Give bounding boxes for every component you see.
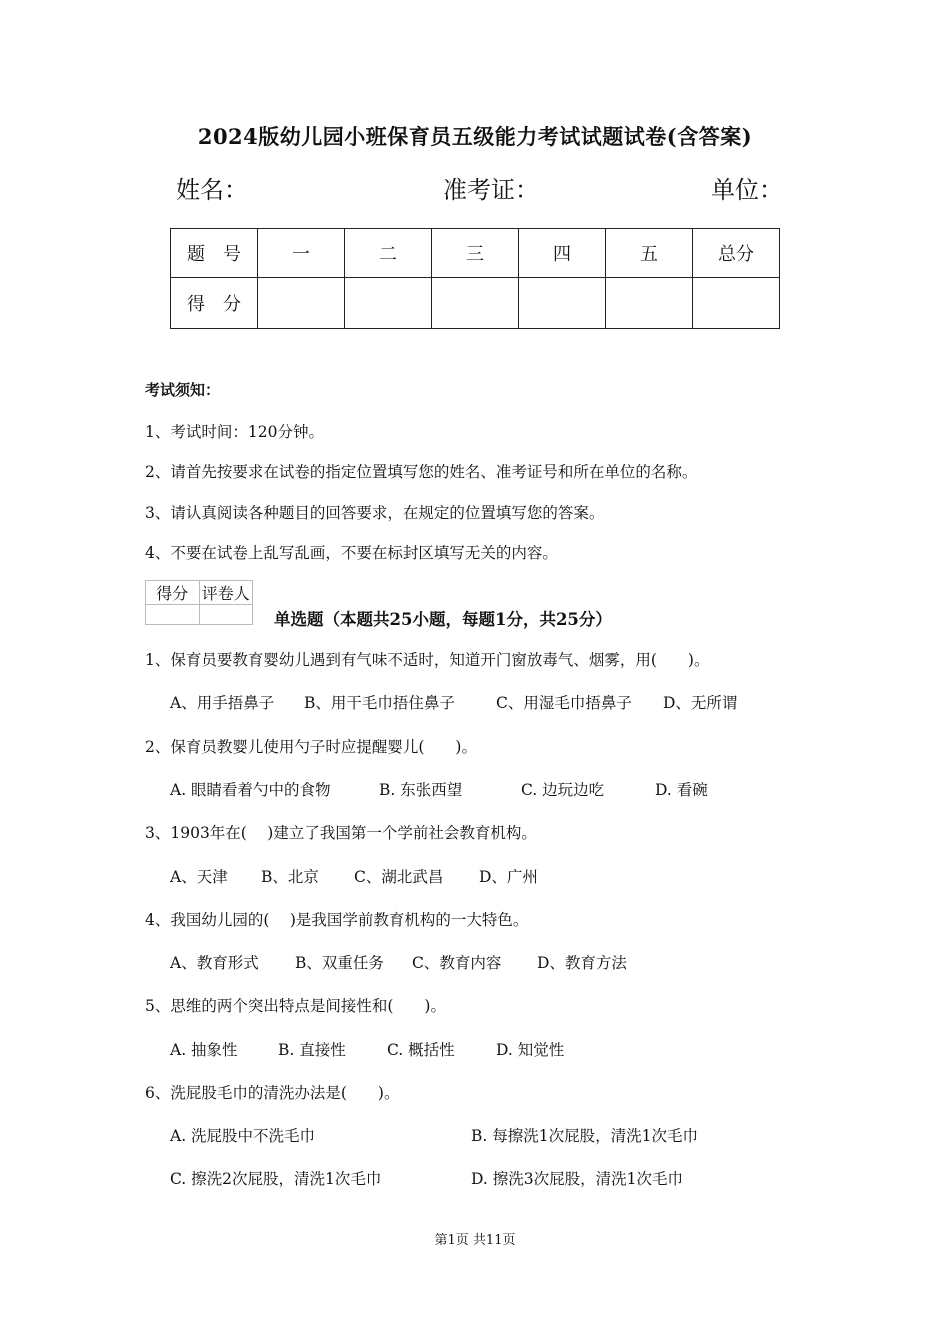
question-option[interactable]: D、无所谓 xyxy=(663,694,738,712)
question-option[interactable]: A、用手捂鼻子 xyxy=(170,694,275,712)
grader-score-label: 得分 xyxy=(146,581,200,605)
score-table-cell: 一 xyxy=(258,229,345,278)
score-input-cell[interactable] xyxy=(693,278,780,329)
question-option[interactable]: A、天津 xyxy=(170,868,228,886)
score-table xyxy=(170,228,780,329)
score-table-cell: 三 xyxy=(432,229,519,278)
score-table-cell: 五 xyxy=(606,229,693,278)
question-option[interactable]: A. 抽象性 xyxy=(170,1041,238,1059)
question-option[interactable]: A. 眼睛看着勺中的食物 xyxy=(170,781,331,799)
score-table-cell: 总分 xyxy=(693,229,780,278)
unit-field-label: 单位： xyxy=(711,176,783,204)
question-stem: 4、我国幼儿园的( )是我国学前教育机构的一大特色。 xyxy=(145,911,529,929)
question-stem: 1、保育员要教育婴幼儿遇到有气味不适时，知道开门窗放毒气、烟雾，用( )。 xyxy=(145,651,710,669)
notice-item: 4、不要在试卷上乱写乱画，不要在标封区填写无关的内容。 xyxy=(145,544,558,562)
question-option[interactable]: B. 东张西望 xyxy=(379,781,463,799)
question-stem: 5、思维的两个突出特点是间接性和( )。 xyxy=(145,997,446,1015)
question-option[interactable]: C. 擦洗2次屁股，清洗1次毛巾 xyxy=(170,1170,382,1188)
question-option[interactable]: C、用湿毛巾捂鼻子 xyxy=(496,694,632,712)
exam-id-field-label: 准考证： xyxy=(443,176,539,204)
question-stem: 6、洗屁股毛巾的清洗办法是( )。 xyxy=(145,1084,400,1102)
question-option[interactable]: B、北京 xyxy=(261,868,319,886)
question-option[interactable]: B、双重任务 xyxy=(295,954,384,972)
question-option[interactable]: A. 洗屁股中不洗毛巾 xyxy=(170,1127,316,1145)
question-option[interactable]: B. 每擦洗1次屁股，清洗1次毛巾 xyxy=(471,1127,698,1145)
grader-score-input[interactable] xyxy=(146,605,200,625)
score-table-cell: 题 号 xyxy=(171,229,258,278)
question-option[interactable]: C. 边玩边吃 xyxy=(521,781,605,799)
page-title: 2024版幼儿园小班保育员五级能力考试试题试卷(含答案) xyxy=(197,124,753,149)
notice-item: 1、考试时间：120分钟。 xyxy=(145,423,324,441)
section-title: 单选题（本题共25小题，每题1分，共25分） xyxy=(274,610,612,629)
grader-name-label: 评卷人 xyxy=(199,581,253,605)
score-input-cell[interactable] xyxy=(258,278,345,329)
question-option[interactable]: D、广州 xyxy=(479,868,538,886)
score-table-score-row xyxy=(171,278,780,329)
question-option[interactable]: B、用干毛巾捂住鼻子 xyxy=(304,694,455,712)
grader-box xyxy=(145,580,253,625)
question-option[interactable]: B. 直接性 xyxy=(278,1041,346,1059)
page-footer: 第1页 共11页 xyxy=(434,1233,516,1248)
notice-item: 2、请首先按要求在试卷的指定位置填写您的姓名、准考证号和所在单位的名称。 xyxy=(145,463,698,481)
name-field-label: 姓名： xyxy=(176,176,248,204)
score-input-cell[interactable] xyxy=(432,278,519,329)
notice-item: 3、请认真阅读各种题目的回答要求，在规定的位置填写您的答案。 xyxy=(145,504,605,522)
question-option[interactable]: D. 看碗 xyxy=(655,781,708,799)
question-option[interactable]: C、教育内容 xyxy=(412,954,502,972)
question-stem: 2、保育员教婴儿使用勺子时应提醒婴儿( )。 xyxy=(145,738,477,756)
notice-heading: 考试须知： xyxy=(145,381,221,399)
score-table-cell: 二 xyxy=(345,229,432,278)
score-row-label: 得 分 xyxy=(171,278,258,329)
question-option[interactable]: D. 知觉性 xyxy=(496,1041,565,1059)
score-table-cell: 四 xyxy=(519,229,606,278)
question-option[interactable]: A、教育形式 xyxy=(170,954,259,972)
score-input-cell[interactable] xyxy=(519,278,606,329)
question-option[interactable]: C. 概括性 xyxy=(387,1041,455,1059)
score-input-cell[interactable] xyxy=(345,278,432,329)
question-stem: 3、1903年在( )建立了我国第一个学前社会教育机构。 xyxy=(145,824,537,842)
question-option[interactable]: D. 擦洗3次屁股，清洗1次毛巾 xyxy=(471,1170,683,1188)
score-table-header-row xyxy=(171,229,780,278)
question-option[interactable]: D、教育方法 xyxy=(537,954,627,972)
question-option[interactable]: C、湖北武昌 xyxy=(354,868,444,886)
score-input-cell[interactable] xyxy=(606,278,693,329)
grader-name-input[interactable] xyxy=(199,605,253,625)
